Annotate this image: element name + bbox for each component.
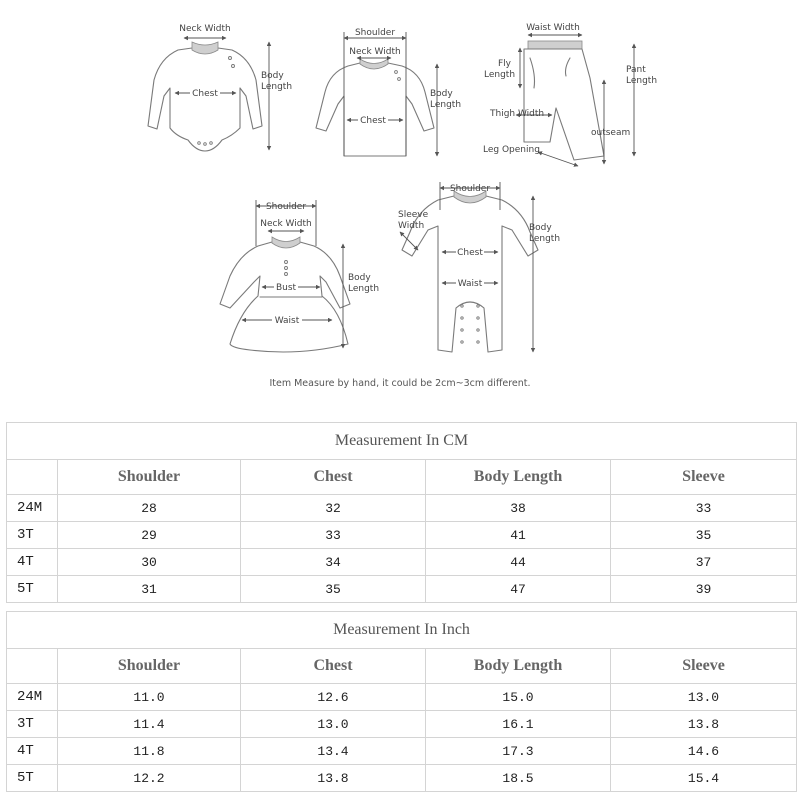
bodysuit-body-length-label-2: Length [261,82,293,92]
value-cell: 15.0 [426,684,611,711]
dress-neck-width-label: Neck Width [260,219,312,229]
value-cell: 28 [58,495,241,522]
value-cell: 12.6 [241,684,426,711]
romper-waist-label: Waist [457,279,483,289]
value-cell: 13.8 [241,765,426,792]
column-header: Sleeve [611,649,797,684]
tshirt-illustration [316,28,461,156]
column-header: Shoulder [58,649,241,684]
tshirt-shoulder-label: Shoulder [354,28,396,38]
table-row [7,522,797,549]
dress-bust-label: Bust [275,283,297,293]
measurement-note: Item Measure by hand, it could be 2cm~3cm different. [269,378,531,389]
value-cell: 29 [58,522,241,549]
value-cell: 35 [611,522,797,549]
tshirt-body-length-label: Body [430,89,453,99]
table-title: Measurement In Inch [7,612,797,649]
value-cell: 14.6 [611,738,797,765]
value-cell: 33 [611,495,797,522]
table-header-row [7,649,797,684]
value-cell: 37 [611,549,797,576]
value-cell: 44 [426,549,611,576]
size-cell: 3T [7,522,58,549]
pants-illustration [483,23,657,166]
pants-outseam-label: outseam [591,128,631,138]
size-cell: 4T [7,738,58,765]
dress-illustration [220,200,379,352]
dress-shoulder-label: Shoulder [265,202,307,212]
value-cell: 33 [241,522,426,549]
table-row [7,765,797,792]
column-header: Sleeve [611,460,797,495]
table-row [7,711,797,738]
value-cell: 11.0 [58,684,241,711]
value-cell: 13.4 [241,738,426,765]
dress-body-length-label: Body [348,273,371,283]
pants-pant-length-label-2: Length [626,76,658,86]
romper-body-length-label: Body [529,223,552,233]
value-cell: 38 [426,495,611,522]
pants-fly-length-label: Fly [498,59,512,69]
column-header: Chest [241,460,426,495]
value-cell: 30 [58,549,241,576]
table-title: Measurement In CM [7,423,797,460]
value-cell: 13.0 [611,684,797,711]
pants-waist-width-label: Waist Width [526,23,580,33]
dress-body-length-label-2: Length [348,284,380,294]
romper-sleeve-width-label-2: Width [398,221,425,231]
table-row [7,549,797,576]
size-cell: 4T [7,549,58,576]
value-cell: 31 [58,576,241,603]
value-cell: 32 [241,495,426,522]
value-cell: 34 [241,549,426,576]
value-cell: 39 [611,576,797,603]
size-table-cm [6,422,797,603]
value-cell: 12.2 [58,765,241,792]
table-row [7,576,797,603]
table-header-row [7,460,797,495]
size-cell: 5T [7,576,58,603]
table-row [7,738,797,765]
column-header: Body Length [426,460,611,495]
bodysuit-illustration [148,24,292,151]
pants-thigh-width-label: Thigh Width [490,109,545,119]
pants-leg-opening-label: Leg Opening [483,145,540,155]
bodysuit-neck-width-label: Neck Width [179,24,231,34]
size-cell: 5T [7,765,58,792]
value-cell: 18.5 [426,765,611,792]
value-cell: 13.0 [241,711,426,738]
table-row [7,684,797,711]
size-cell: 3T [7,711,58,738]
column-header [7,460,58,495]
column-header: Chest [241,649,426,684]
pants-fly-length-label-2: Length [484,70,516,80]
romper-chest-label: Chest [457,248,483,258]
value-cell: 41 [426,522,611,549]
size-cell: 24M [7,495,58,522]
column-header [7,649,58,684]
value-cell: 35 [241,576,426,603]
column-header: Shoulder [58,460,241,495]
value-cell: 13.8 [611,711,797,738]
dress-waist-label: Waist [274,316,300,326]
value-cell: 17.3 [426,738,611,765]
table-row [7,495,797,522]
romper-shoulder-label: Shoulder [449,184,491,194]
value-cell: 11.8 [58,738,241,765]
pants-pant-length-label: Pant [626,65,646,75]
value-cell: 16.1 [426,711,611,738]
romper-body-length-label-2: Length [529,234,561,244]
romper-sleeve-width-label: Sleeve [398,210,429,220]
bodysuit-body-length-label: Body [261,71,284,81]
value-cell: 15.4 [611,765,797,792]
tshirt-body-length-label-2: Length [430,100,462,110]
value-cell: 47 [426,576,611,603]
bodysuit-chest-label: Chest [192,89,218,99]
romper-illustration [398,182,560,352]
size-table-inch [6,611,797,792]
tshirt-neck-width-label: Neck Width [349,47,401,57]
value-cell: 11.4 [58,711,241,738]
tshirt-chest-label: Chest [360,116,386,126]
column-header: Body Length [426,649,611,684]
size-cell: 24M [7,684,58,711]
